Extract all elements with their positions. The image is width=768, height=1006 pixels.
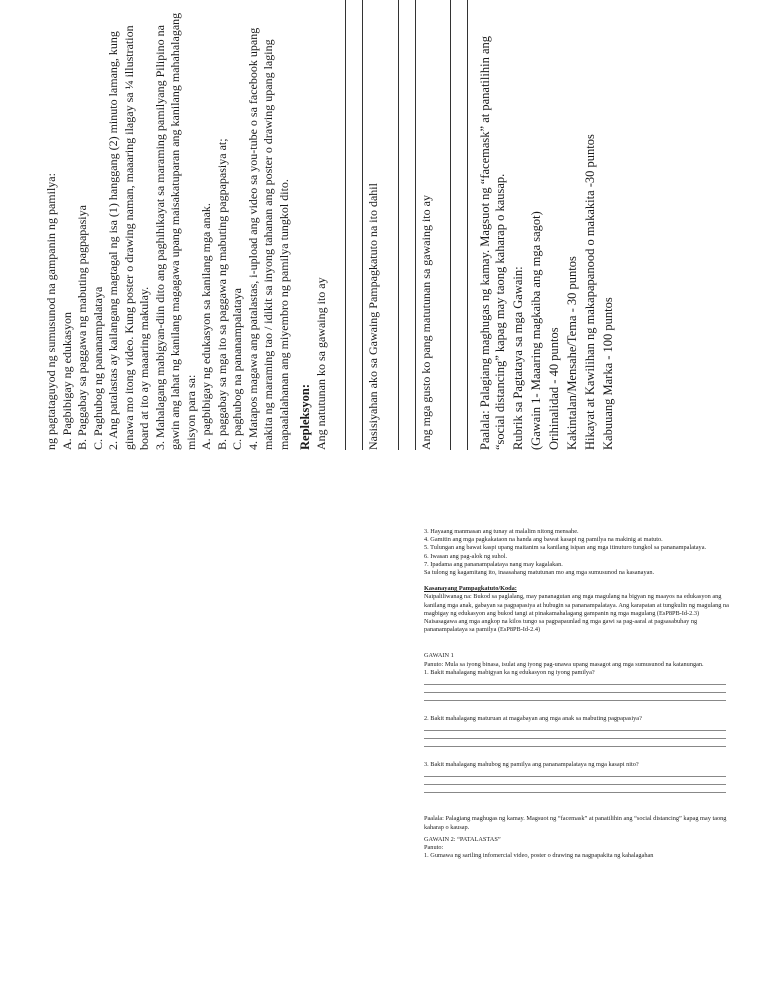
question-3: 3. Bakit mahalagang mahubog ng pamilya ang pananampalataya ng mga kasapi nito? bbox=[424, 761, 639, 769]
step-item: 5. Tulungan ang bawat kaspi upang maitanim sa kanilang isipan ang mga itinuturo tungkol sa pananampalataya. bbox=[424, 544, 707, 552]
step-item: 4. Gamitin ang mga pagkakataon na handa ang bawat kasapi ng pamilya na makinig at matuto. bbox=[424, 536, 663, 544]
reflection-prompt-1: Ang natutunan ko sa gawaing ito ay bbox=[313, 277, 328, 450]
rotated-page bbox=[44, 0, 768, 456]
instruction-3: 3. Mahalagang mabigyan-diin dito ang paghihikayat sa maraming pamilyang Pilipino na gawin ang lahat ng kanilang magagawa upang maisakatuparan ang kanilang mahahalagang misyon para sa: bbox=[152, 12, 198, 450]
rubrik-item: Kabuuang Marka - 100 puntos bbox=[601, 297, 615, 450]
reflection-prompt-2: Nasisiyahan ako sa Gawaing Pampagkatuto na ito dahil bbox=[366, 183, 380, 450]
kasanayan-body: Naipaliliwanag na: Bukod sa paglalang, may pananagutan ang mga magulang na bigyan ng maayos na edukasyon ang kanilang mga anak, gabayan sa pagpapasiya at hubugin sa pananampalataya. Ang karapatan at tungkulin ng magulang na magbigay ng edukasyon ang bukod tangi at pinakamahalagang gampanin ng mga magulang (EsP8PB-Id-2.3) bbox=[424, 593, 729, 617]
kasanayan-title: Kasanayang Pampagkatuto/Koda: bbox=[424, 585, 517, 593]
misyon-item: B. paggabay sa mga ito sa paggawa ng mabuting pagpapasiya at; bbox=[214, 138, 229, 450]
rubrik-item: Hikayat at Kawilihan ng makapapanood o makakita -30 puntos bbox=[583, 134, 597, 450]
paalala-text: Paalala: Palagiang maghugas ng kamay. Magsuot ng “facemask” at panatilihin ang “social distancing” kapag may taong kaharap o kausap. bbox=[424, 815, 727, 831]
gawain2-panuto: Panuto: bbox=[424, 844, 444, 852]
answer-line[interactable] bbox=[401, 0, 416, 450]
gawain1-title: GAWAIN 1 bbox=[424, 652, 454, 660]
paalala-text: Paalala: Palagiang maghugas ng kamay. Magsuot ng “facemask” at panatilihin ang “social distancing” kapag may taong kaharap o kausap. bbox=[478, 36, 507, 450]
rubrik-item: Kakintalan/Mensahe/Tema - 30 puntos bbox=[565, 256, 579, 450]
gampanin-item: C. Paghubog ng pananampalataya bbox=[90, 286, 105, 450]
step-item: Sa tulong ng kagamitang ito, inaasahang matutunan mo ang mga sumusunod na kasanayan. bbox=[424, 569, 655, 577]
answer-line[interactable] bbox=[348, 0, 363, 450]
answer-line[interactable] bbox=[424, 731, 726, 739]
kasanayan-body: Naisasagawa ang mga angkop na kilos tungo sa pagpapaunlad ng mga gawi sa pag-aaral at pagsasabuhay ng pananampalataya sa pamilya (EsP8PB-Id-2.4) bbox=[424, 618, 698, 634]
answer-line[interactable] bbox=[424, 693, 726, 701]
answer-line[interactable] bbox=[424, 777, 726, 785]
reflection-prompt-3: Ang mga gusto ko pang matutunan sa gawaing ito ay bbox=[418, 195, 433, 450]
rubrik-subtitle: (Gawain 1- Maaaring magkaiba ang mga sagot) bbox=[529, 211, 543, 450]
answer-line[interactable] bbox=[424, 769, 726, 777]
gampanin-item: A. Pagbibigay ng edukasyon bbox=[59, 312, 74, 450]
step-item: 3. Hayaang manmasan ang tunay at malalim nitong mensahe. bbox=[424, 528, 579, 535]
misyon-item: C. paghubog na pananampalataya bbox=[230, 288, 244, 450]
answer-line[interactable] bbox=[436, 0, 451, 450]
question-2: 2. Bakit mahalagang maturuan at magabayan ang mga anak sa mabuting pagpapasiya? bbox=[424, 715, 642, 723]
gawain1-panuto: Panuto: Mula sa iyong binasa, isulat ang iyong pag-unawa upang masagot ang mga sumusunod na katanungan. bbox=[424, 660, 704, 668]
instruction-2: 2. Ang patalastas ay kailangang magtagal ng isa (1) hanggang (2) minuto lamang, kung ginawa mo itong video. Kung poster o drawing naman, maaaring ilagay sa ¼ illustration board at ito ay maaaring makulay. bbox=[106, 25, 151, 450]
answer-line[interactable] bbox=[331, 0, 346, 450]
question-1: 1. Bakit mahalagang mabigyan ka ng edukasyon ng iyong pamilya? bbox=[424, 668, 595, 676]
misyon-item: A. pagbibigay ng edukasyon sa kanilang mga anak. bbox=[199, 203, 213, 450]
step-item: 6. Iwasan ang pag-alok ng suhol. bbox=[424, 552, 508, 560]
answer-line[interactable] bbox=[384, 0, 399, 450]
answer-line[interactable] bbox=[424, 785, 726, 793]
answer-line[interactable] bbox=[424, 723, 726, 731]
intro-text: ng pagtataguyod ng sumusunod na gampanin ng pamilya: bbox=[44, 173, 58, 450]
answer-line[interactable] bbox=[424, 739, 726, 747]
repleksyon-title: Repleksyon: bbox=[298, 384, 312, 450]
answer-line[interactable] bbox=[424, 677, 726, 685]
answer-line[interactable] bbox=[453, 0, 468, 450]
rubrik-title: Rubrik sa Pagtataya sa mga Gawain: bbox=[511, 266, 525, 450]
gampanin-item: B. Paggabay sa paggawa ng mabuting pagpapasiya bbox=[75, 205, 89, 450]
instruction-4: 4. Matapos magawa ang patalastas, i-upload ang video sa you-tube o sa facebook upang makita ng maraming tao / idikit sa inyong tahanan ang poster o drawing upang laging mapaalalahanan ang miyembro ng pamilya tungkol dito. bbox=[245, 27, 291, 450]
rotated-page-content bbox=[44, 0, 616, 456]
step-item: 7. Ipadama ang pananampalataya nang may kagalakan. bbox=[424, 560, 563, 568]
gawain2-item-1: 1. Gumawa ng sariling infomercial video, poster o drawing na nagpapakita ng kahalagahan bbox=[424, 852, 654, 860]
rubrik-item: Orihinalidad - 40 puntos bbox=[547, 327, 561, 450]
lower-page bbox=[424, 528, 730, 860]
gawain2-title: GAWAIN 2: “PATALASTAS” bbox=[424, 835, 501, 843]
answer-line[interactable] bbox=[424, 685, 726, 693]
